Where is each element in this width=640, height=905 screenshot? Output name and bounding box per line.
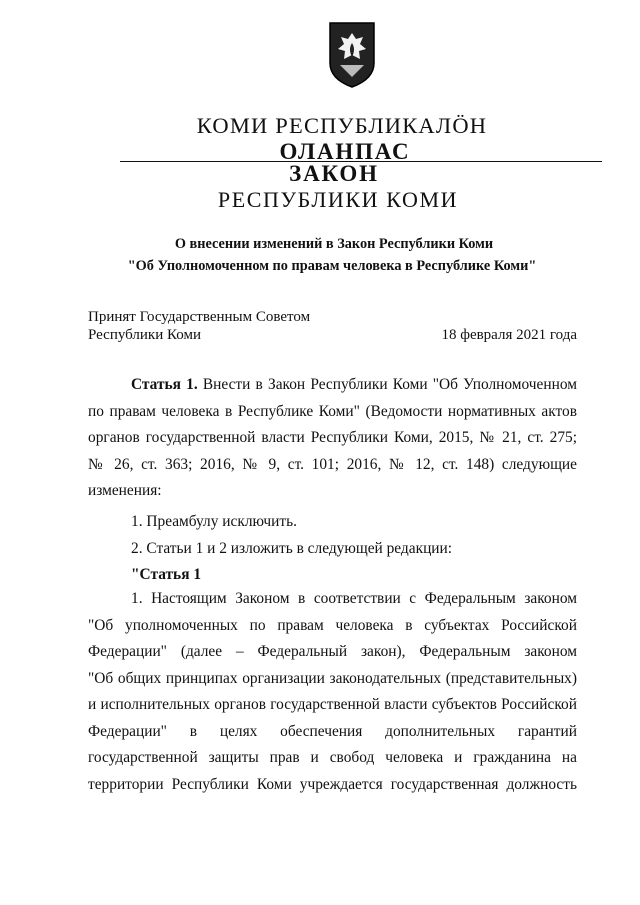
article1-label: Статья 1. — [131, 376, 198, 393]
document-title-line2: "Об Уполномоченном по правам человека в Республике Коми" — [127, 258, 537, 274]
header-komi-line: КОМИ РЕСПУБЛИКАЛӦН — [196, 113, 488, 138]
article1-line — [88, 372, 577, 399]
header-zakon: ЗАКОН — [289, 161, 379, 186]
item1-paragraph — [88, 509, 577, 536]
article1-line: № 26, ст. 363; 2016, № 9, ст. 101; 2016, № 12, ст. 148) следующие — [88, 455, 577, 473]
item2-paragraph — [88, 536, 577, 563]
header-olanpas: ОЛАНПАС — [279, 139, 411, 164]
article1-line: изменения: — [88, 482, 162, 499]
document-title-line1: О внесении изменений в Закон Республики Коми — [174, 236, 494, 252]
article1-line: по правам человека в Республике Коми" (Ведомости нормативных актов — [88, 402, 577, 420]
clause1-line: и исполнительных органов государственной власти субъектов Российской — [88, 696, 577, 713]
clause1-line: "Об общих принципах организации законодательных (представительных) — [88, 669, 577, 687]
clause1-line: Федерации" (далее – Федеральный закон), Федеральным законом — [88, 643, 577, 660]
clause1-line: Федерации" в целях обеспечения дополнительных гарантий — [88, 722, 577, 740]
clause1-line: "Об уполномоченных по правам человека в субъектах Российской — [88, 616, 577, 634]
clause1-line: территории Республики Коми учреждается государственная должность — [88, 775, 577, 793]
clause1-paragraph — [88, 586, 577, 798]
adopted-by-line2: Республики Коми — [88, 327, 201, 343]
adoption-date: 18 февраля 2021 года — [441, 327, 577, 343]
item1-text: 1. Преамбулу исключить. — [131, 513, 297, 530]
new-article-heading — [88, 562, 577, 589]
clause1-line: 1. Настоящим Законом в соответствии с Федеральным законом — [131, 590, 577, 607]
coat-of-arms-emblem — [326, 19, 378, 89]
article1-line: органов государственной власти Республики Коми, 2015, № 21, ст. 275; — [88, 429, 577, 446]
article1-line1-text: Внести в Закон Республики Коми "Об Уполномоченном — [197, 376, 577, 393]
header-republic: РЕСПУБЛИКИ КОМИ — [217, 187, 459, 212]
new-article-heading-text: "Статья 1 — [131, 566, 202, 583]
item2-text: 2. Статьи 1 и 2 изложить в следующей редакции: — [131, 540, 453, 557]
article1-paragraph — [88, 372, 577, 505]
adopted-by-line1: Принят Государственным Советом — [88, 309, 311, 325]
clause1-line: государственной защиты прав и свобод человека и гражданина на — [88, 749, 577, 766]
